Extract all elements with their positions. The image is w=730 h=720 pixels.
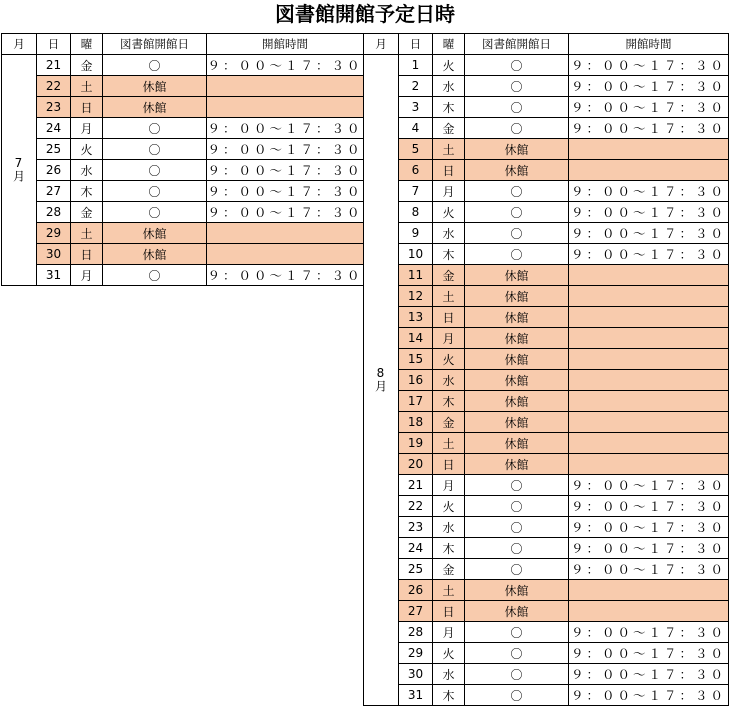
- weekday-cell: 水: [433, 664, 465, 685]
- weekday-cell: 月: [433, 181, 465, 202]
- day-cell: 19: [399, 433, 433, 454]
- header-open-day: 図書館開館日: [103, 34, 207, 55]
- day-cell: 27: [37, 181, 71, 202]
- open-status-cell: 〇: [103, 160, 207, 181]
- weekday-cell: 火: [71, 139, 103, 160]
- weekday-cell: 火: [433, 496, 465, 517]
- open-status-cell: 〇: [103, 202, 207, 223]
- open-status-cell: 休館: [103, 223, 207, 244]
- hours-cell: ９：００～１７：３０: [569, 643, 729, 664]
- open-status-cell: 〇: [465, 202, 569, 223]
- table-row: [2, 118, 364, 139]
- table-row: [364, 622, 729, 643]
- weekday-cell: 木: [433, 97, 465, 118]
- month-label: 7月: [11, 155, 26, 182]
- open-status-cell: 休館: [103, 97, 207, 118]
- hours-cell: [569, 139, 729, 160]
- day-cell: 28: [37, 202, 71, 223]
- table-row: [2, 139, 364, 160]
- weekday-cell: 火: [433, 643, 465, 664]
- day-cell: 21: [37, 55, 71, 76]
- day-cell: 3: [399, 97, 433, 118]
- day-cell: 7: [399, 181, 433, 202]
- day-cell: 4: [399, 118, 433, 139]
- day-cell: 13: [399, 307, 433, 328]
- weekday-cell: 土: [71, 76, 103, 97]
- weekday-cell: 火: [433, 349, 465, 370]
- weekday-cell: 土: [433, 286, 465, 307]
- open-status-cell: 〇: [465, 643, 569, 664]
- hours-cell: [569, 433, 729, 454]
- table-row: [364, 433, 729, 454]
- table-row: [364, 496, 729, 517]
- day-cell: 29: [37, 223, 71, 244]
- open-status-cell: 休館: [465, 391, 569, 412]
- weekday-cell: 水: [433, 370, 465, 391]
- day-cell: 24: [37, 118, 71, 139]
- hours-cell: ９：００～１７：３０: [569, 244, 729, 265]
- hours-cell: ９：００～１７：３０: [569, 559, 729, 580]
- table-row: [364, 223, 729, 244]
- header-hours: 開館時間: [569, 34, 729, 55]
- day-cell: 22: [399, 496, 433, 517]
- july-schedule-table: [1, 33, 364, 286]
- weekday-cell: 日: [71, 244, 103, 265]
- open-status-cell: 休館: [103, 76, 207, 97]
- day-cell: 31: [37, 265, 71, 286]
- hours-cell: ９：００～１７：３０: [569, 55, 729, 76]
- day-cell: 8: [399, 202, 433, 223]
- hours-cell: [207, 244, 364, 265]
- open-status-cell: 〇: [465, 538, 569, 559]
- table-row: [364, 349, 729, 370]
- weekday-cell: 火: [433, 202, 465, 223]
- weekday-cell: 日: [433, 160, 465, 181]
- weekday-cell: 金: [433, 412, 465, 433]
- table-row: [364, 202, 729, 223]
- open-status-cell: 〇: [465, 244, 569, 265]
- table-row: [2, 55, 364, 76]
- header-month: 月: [2, 34, 37, 55]
- day-cell: 21: [399, 475, 433, 496]
- day-cell: 25: [399, 559, 433, 580]
- open-status-cell: 〇: [465, 97, 569, 118]
- open-status-cell: 休館: [465, 412, 569, 433]
- august-schedule-table: [363, 33, 729, 706]
- hours-cell: [569, 580, 729, 601]
- weekday-cell: 日: [71, 97, 103, 118]
- hours-cell: ９：００～１７：３０: [569, 538, 729, 559]
- weekday-cell: 木: [433, 244, 465, 265]
- table-row: [364, 97, 729, 118]
- table-header-row: [364, 34, 729, 55]
- hours-cell: ９：００～１７：３０: [207, 160, 364, 181]
- weekday-cell: 金: [71, 202, 103, 223]
- hours-cell: ９：００～１７：３０: [569, 97, 729, 118]
- hours-cell: [569, 160, 729, 181]
- weekday-cell: 金: [433, 118, 465, 139]
- day-cell: 26: [37, 160, 71, 181]
- open-status-cell: 休館: [465, 139, 569, 160]
- day-cell: 31: [399, 685, 433, 706]
- table-row: [2, 76, 364, 97]
- open-status-cell: 休館: [465, 307, 569, 328]
- header-weekday: 曜: [71, 34, 103, 55]
- day-cell: 27: [399, 601, 433, 622]
- day-cell: 17: [399, 391, 433, 412]
- table-row: [364, 664, 729, 685]
- weekday-cell: 木: [71, 181, 103, 202]
- header-day: 日: [399, 34, 433, 55]
- table-row: [364, 181, 729, 202]
- weekday-cell: 金: [433, 265, 465, 286]
- weekday-cell: 水: [71, 160, 103, 181]
- day-cell: 26: [399, 580, 433, 601]
- open-status-cell: 〇: [465, 685, 569, 706]
- table-row: [364, 76, 729, 97]
- open-status-cell: 休館: [465, 265, 569, 286]
- open-status-cell: 〇: [465, 559, 569, 580]
- weekday-cell: 月: [71, 118, 103, 139]
- table-row: [364, 475, 729, 496]
- hours-cell: ９：００～１７：３０: [569, 664, 729, 685]
- header-month: 月: [364, 34, 399, 55]
- weekday-cell: 水: [433, 223, 465, 244]
- weekday-cell: 火: [433, 55, 465, 76]
- open-status-cell: 〇: [103, 55, 207, 76]
- table-header-row: [2, 34, 364, 55]
- hours-cell: ９：００～１７：３０: [207, 181, 364, 202]
- header-weekday: 曜: [433, 34, 465, 55]
- hours-cell: [569, 454, 729, 475]
- hours-cell: [569, 412, 729, 433]
- month-label: 8月: [373, 365, 388, 392]
- hours-cell: [569, 391, 729, 412]
- day-cell: 30: [37, 244, 71, 265]
- day-cell: 5: [399, 139, 433, 160]
- open-status-cell: 休館: [465, 349, 569, 370]
- hours-cell: [569, 601, 729, 622]
- open-status-cell: 休館: [465, 580, 569, 601]
- table-row: [364, 118, 729, 139]
- table-row: [364, 286, 729, 307]
- open-status-cell: 〇: [465, 76, 569, 97]
- hours-cell: ９：００～１７：３０: [569, 76, 729, 97]
- open-status-cell: 〇: [103, 118, 207, 139]
- weekday-cell: 水: [433, 76, 465, 97]
- hours-cell: ９：００～１７：３０: [569, 475, 729, 496]
- weekday-cell: 木: [433, 538, 465, 559]
- open-status-cell: 〇: [465, 664, 569, 685]
- weekday-cell: 金: [433, 559, 465, 580]
- hours-cell: [207, 76, 364, 97]
- hours-cell: [569, 286, 729, 307]
- hours-cell: ９：００～１７：３０: [569, 181, 729, 202]
- day-cell: 25: [37, 139, 71, 160]
- table-row: [364, 55, 729, 76]
- table-row: [364, 685, 729, 706]
- open-status-cell: 〇: [465, 517, 569, 538]
- table-row: [364, 580, 729, 601]
- table-row: [364, 265, 729, 286]
- day-cell: 12: [399, 286, 433, 307]
- month-cell: [2, 55, 37, 286]
- table-row: [2, 223, 364, 244]
- hours-cell: ９：００～１７：３０: [207, 139, 364, 160]
- table-row: [2, 97, 364, 118]
- day-cell: 23: [37, 97, 71, 118]
- table-row: [364, 538, 729, 559]
- hours-cell: ９：００～１７：３０: [207, 118, 364, 139]
- hours-cell: [569, 307, 729, 328]
- open-status-cell: 〇: [465, 622, 569, 643]
- weekday-cell: 土: [433, 433, 465, 454]
- open-status-cell: 休館: [465, 370, 569, 391]
- hours-cell: ９：００～１７：３０: [207, 55, 364, 76]
- table-row: [2, 181, 364, 202]
- weekday-cell: 土: [71, 223, 103, 244]
- day-cell: 6: [399, 160, 433, 181]
- open-status-cell: 休館: [465, 328, 569, 349]
- day-cell: 9: [399, 223, 433, 244]
- table-row: [2, 244, 364, 265]
- hours-cell: ９：００～１７：３０: [569, 685, 729, 706]
- open-status-cell: 〇: [103, 181, 207, 202]
- weekday-cell: 月: [433, 622, 465, 643]
- hours-cell: [569, 328, 729, 349]
- weekday-cell: 金: [71, 55, 103, 76]
- table-row: [364, 643, 729, 664]
- open-status-cell: 休館: [465, 454, 569, 475]
- open-status-cell: 休館: [465, 160, 569, 181]
- weekday-cell: 水: [433, 517, 465, 538]
- open-status-cell: 休館: [465, 286, 569, 307]
- month-cell: [364, 55, 399, 706]
- day-cell: 14: [399, 328, 433, 349]
- open-status-cell: 休館: [465, 601, 569, 622]
- day-cell: 20: [399, 454, 433, 475]
- open-status-cell: 〇: [465, 55, 569, 76]
- hours-cell: ９：００～１７：３０: [569, 622, 729, 643]
- day-cell: 23: [399, 517, 433, 538]
- hours-cell: ９：００～１７：３０: [207, 265, 364, 286]
- header-hours: 開館時間: [207, 34, 364, 55]
- hours-cell: ９：００～１７：３０: [569, 496, 729, 517]
- hours-cell: ９：００～１７：３０: [569, 517, 729, 538]
- table-row: [364, 517, 729, 538]
- day-cell: 18: [399, 412, 433, 433]
- table-row: [364, 307, 729, 328]
- table-row: [364, 160, 729, 181]
- weekday-cell: 日: [433, 454, 465, 475]
- hours-cell: ９：００～１７：３０: [207, 202, 364, 223]
- open-status-cell: 〇: [465, 496, 569, 517]
- table-row: [364, 370, 729, 391]
- weekday-cell: 月: [433, 328, 465, 349]
- day-cell: 30: [399, 664, 433, 685]
- table-row: [2, 160, 364, 181]
- table-row: [364, 559, 729, 580]
- open-status-cell: 休館: [465, 433, 569, 454]
- day-cell: 28: [399, 622, 433, 643]
- table-row: [364, 412, 729, 433]
- weekday-cell: 土: [433, 139, 465, 160]
- table-row: [364, 391, 729, 412]
- hours-cell: ９：００～１７：３０: [569, 223, 729, 244]
- hours-cell: ９：００～１７：３０: [569, 118, 729, 139]
- table-row: [364, 601, 729, 622]
- open-status-cell: 〇: [465, 475, 569, 496]
- open-status-cell: 〇: [103, 139, 207, 160]
- day-cell: 15: [399, 349, 433, 370]
- table-row: [2, 202, 364, 223]
- day-cell: 10: [399, 244, 433, 265]
- hours-cell: ９：００～１７：３０: [569, 202, 729, 223]
- day-cell: 1: [399, 55, 433, 76]
- table-row: [364, 328, 729, 349]
- table-row: [364, 139, 729, 160]
- table-row: [364, 454, 729, 475]
- weekday-cell: 木: [433, 391, 465, 412]
- hours-cell: [569, 370, 729, 391]
- hours-cell: [569, 349, 729, 370]
- open-status-cell: 〇: [465, 181, 569, 202]
- weekday-cell: 日: [433, 307, 465, 328]
- day-cell: 24: [399, 538, 433, 559]
- open-status-cell: 休館: [103, 244, 207, 265]
- hours-cell: [207, 97, 364, 118]
- table-row: [2, 265, 364, 286]
- weekday-cell: 土: [433, 580, 465, 601]
- day-cell: 29: [399, 643, 433, 664]
- hours-cell: [569, 265, 729, 286]
- weekday-cell: 日: [433, 601, 465, 622]
- weekday-cell: 月: [71, 265, 103, 286]
- open-status-cell: 〇: [103, 265, 207, 286]
- day-cell: 16: [399, 370, 433, 391]
- hours-cell: [207, 223, 364, 244]
- table-row: [364, 244, 729, 265]
- open-status-cell: 〇: [465, 223, 569, 244]
- header-open-day: 図書館開館日: [465, 34, 569, 55]
- page-title: 図書館開館予定日時: [275, 2, 455, 26]
- weekday-cell: 木: [433, 685, 465, 706]
- day-cell: 22: [37, 76, 71, 97]
- header-day: 日: [37, 34, 71, 55]
- day-cell: 2: [399, 76, 433, 97]
- weekday-cell: 月: [433, 475, 465, 496]
- open-status-cell: 〇: [465, 118, 569, 139]
- day-cell: 11: [399, 265, 433, 286]
